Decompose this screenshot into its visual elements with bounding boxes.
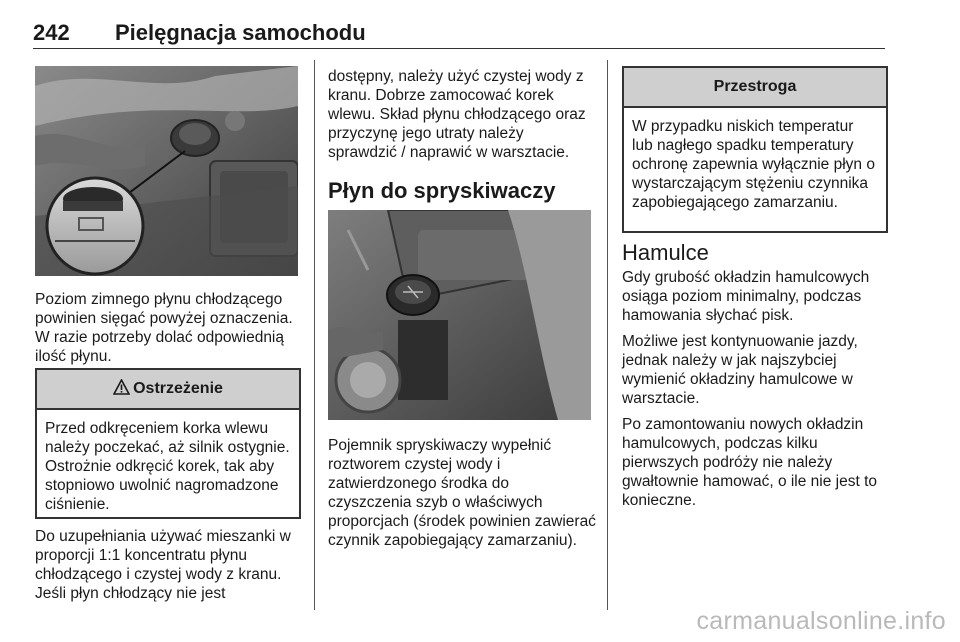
column-divider xyxy=(314,60,315,610)
caution-text: W przypadku niskich temperatur lub nagłego spadku temperatury ochronę zapewnia wyłącznie płyn o wystarczającym stężeniu czynnika zapobiegającego zamarzaniu. xyxy=(632,118,875,211)
coolant-water-paragraph: dostępny, należy użyć czystej wody z kranu. Dobrze zamocować korek wlewu. Skład płynu chłodzącego oraz przyczynę jego utraty należy sprawdzić / naprawić w warsztacie. xyxy=(328,68,586,161)
warning-box-header xyxy=(37,370,299,410)
warning-title: Ostrzeżenie xyxy=(133,380,223,397)
column-2-text xyxy=(328,67,596,204)
warning-triangle-icon xyxy=(113,379,130,400)
column-1-bottom-text xyxy=(35,527,303,610)
coolant-level-paragraph: Poziom zimnego płynu chłodzącego powinien sięgać powyżej oznaczenia. W razie potrzeby dolać odpowiednią ilość płynu. xyxy=(35,291,293,365)
brakes-paragraph-3: Po zamontowaniu nowych okładzin hamulcowych, podczas kilku pierwszych podróży nie należy gwałtownie hamować, o ile nie jest to konieczne. xyxy=(622,416,878,509)
coolant-reservoir-photo xyxy=(35,66,298,276)
coolant-mixture-paragraph: Do uzupełniania używać mieszanki w proporcji 1:1 koncentratu płynu chłodzącego i czystej wody z kranu. Jeśli płyn chłodzący nie jest xyxy=(35,528,291,602)
caution-title: Przestroga xyxy=(713,78,797,95)
warning-box xyxy=(35,368,301,519)
column-2-bottom-text xyxy=(328,436,596,557)
washer-fluid-heading: Płyn do spryskiwaczy xyxy=(328,178,556,203)
page-header xyxy=(33,18,885,49)
brakes-heading: Hamulce xyxy=(622,240,709,265)
column-3-text xyxy=(622,240,890,517)
caution-box xyxy=(622,66,888,233)
page-number: 242 xyxy=(33,20,70,45)
watermark: carmanualsonline.info xyxy=(696,607,946,635)
brakes-paragraph-2: Możliwe jest kontynuowanie jazdy, jednak należy w jak najszybciej wymienić okładziny hamulcowe w warsztacie. xyxy=(622,333,858,407)
page-title: Pielęgnacja samochodu xyxy=(115,20,366,45)
brakes-paragraph-1: Gdy grubość okładzin hamulcowych osiąga poziom minimalny, podczas hamowania słychać pisk. xyxy=(622,269,870,324)
washer-reservoir-photo xyxy=(328,210,591,420)
column-1-text xyxy=(35,290,303,373)
washer-fill-paragraph: Pojemnik spryskiwaczy wypełnić roztworem czystej wody i zatwierdzonego środka do czyszczenia szyb o właściwych proporcjach (środek powinien zawierać czynnik zapobiegający zamarzaniu). xyxy=(328,437,596,549)
column-divider xyxy=(607,60,608,610)
warning-text: Przed odkręceniem korka wlewu należy poczekać, aż silnik ostygnie. Ostrożnie odkręcić korek, tak aby stopniowo uwolnić nagromadzone ciśnienie. xyxy=(45,420,290,513)
caution-box-header xyxy=(624,68,886,108)
